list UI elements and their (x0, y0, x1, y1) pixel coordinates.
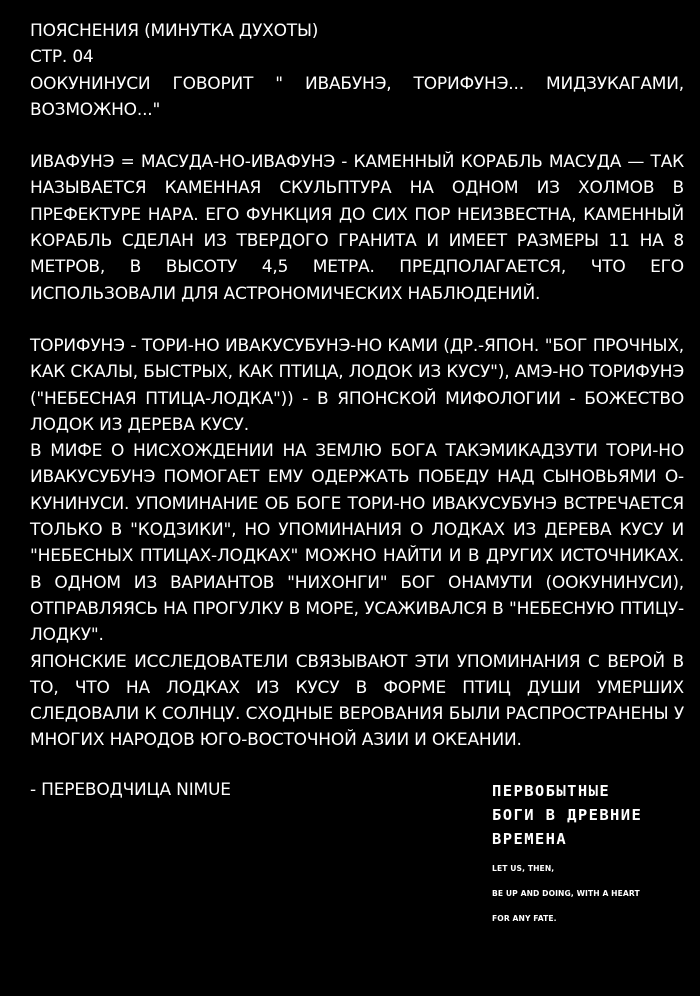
series-title-block (492, 779, 682, 924)
motto-line-3: FOR ANY FATE. (492, 914, 557, 923)
series-title-line-2: БОГИ В ДРЕВНИЕ (492, 806, 643, 824)
series-title-line-1: ПЕРВОБЫТНЫЕ (492, 782, 611, 800)
quote-paragraph: ООКУНИНУСИ ГОВОРИТ " ИВАБУНЭ, ТОРИФУНЭ... МИДЗУКАГАМИ, ВОЗМОЖНО..." (30, 73, 684, 120)
series-title-line-3: ВРЕМЕНА (492, 830, 568, 848)
motto-line-1: LET US, THEN, (492, 864, 555, 873)
note-paragraph-ivafune: ИВАФУНЭ = МАСУДА-НО-ИВАФУНЭ - КАМЕННЫЙ КОРАБЛЬ МАСУДА — ТАК НАЗЫВАЕТСЯ КАМЕННАЯ СКУЛЬПТУРА НА ОДНОМ ИЗ ХОЛМОВ В ПРЕФЕКТУРЕ НАРА. ЕГО ФУНКЦИЯ ДО СИХ ПОР НЕИЗВЕСТНА, КАМЕННЫЙ КОРАБЛЬ СДЕЛАН ИЗ ТВЕРДОГО ГРАНИТА И ИМЕЕТ РАЗМЕРЫ 11 НА 8 МЕТРОВ, В ВЫСОТУ 4,5 МЕТРА. ПРЕДПОЛАГАЕТСЯ, ЧТО ЕГО ИСПОЛЬЗОВАЛИ ДЛЯ АСТРОНОМИЧЕСКИХ НАБЛЮДЕНИЙ. (30, 152, 684, 304)
translator-notes (30, 18, 684, 754)
note-paragraph-torifune: ТОРИФУНЭ - ТОРИ-НО ИВАКУСУБУНЭ-НО КАМИ (ДР.-ЯПОН. "БОГ ПРОЧНЫХ, КАК СКАЛЫ, БЫСТРЫХ, КАК ПТИЦА, ЛОДОК ИЗ КУСУ"), АМЭ-НО ТОРИФУНЭ ("НЕБЕСНАЯ ПТИЦА-ЛОДКА")) - В ЯПОНСКОЙ МИФОЛОГИИ - БОЖЕСТВО ЛОДОК ИЗ ДЕРЕВА КУСУ. (30, 335, 684, 435)
translator-credit: - ПЕРЕВОДЧИЦА NIMUE (30, 780, 231, 800)
spacer (30, 123, 684, 149)
note-paragraph-myth: В МИФЕ О НИСХОЖДЕНИИ НА ЗЕМЛЮ БОГА ТАКЭМИКАДЗУТИ ТОРИ-НО ИВАКУСУБУНЭ ПОМОГАЕТ ЕМУ ОДЕРЖАТЬ ПОБЕДУ НАД СЫНОВЬЯМИ О-КУНИНУСИ. УПОМИНАНИЕ ОБ БОГЕ ТОРИ-НО ИВАКУСУБУНЭ ВСТРЕЧАЕТСЯ ТОЛЬКО В "КОДЗИКИ", НО УПОМИНАНИЯ О ЛОДКАХ ИЗ ДЕРЕВА КУСУ И "НЕБЕСНЫХ ПТИЦАХ-ЛОДКАХ" МОЖНО НАЙТИ И В ДРУГИХ ИСТОЧНИКАХ. В ОДНОМ ИЗ ВАРИАНТОВ "НИХОНГИ" БОГ ОНАМУТИ (ООКУНИНУСИ), ОТПРАВЛЯЯСЬ НА ПРОГУЛКУ В МОРЕ, УСАЖИВАЛСЯ В "НЕБЕСНУЮ ПТИЦУ-ЛОДКУ". (30, 441, 684, 646)
spacer (30, 307, 684, 333)
notes-heading: ПОЯСНЕНИЯ (МИНУТКА ДУХОТЫ) (30, 21, 319, 41)
note-paragraph-researchers: ЯПОНСКИЕ ИССЛЕДОВАТЕЛИ СВЯЗЫВАЮТ ЭТИ УПОМИНАНИЯ С ВЕРОЙ В ТО, ЧТО НА ЛОДКАХ ИЗ КУСУ В ФОРМЕ ПТИЦ ДУШИ УМЕРШИХ СЛЕДОВАЛИ К СОЛНЦУ. СХОДНЫЕ ВЕРОВАНИЯ БЫЛИ РАСПРОСТРАНЕНЫ У МНОГИХ НАРОДОВ ЮГО-ВОСТОЧНОЙ АЗИИ И ОКЕАНИИ. (30, 651, 684, 751)
motto-line-2: BE UP AND DOING, WITH A HEART (492, 889, 640, 898)
page-reference: СТР. 04 (30, 47, 94, 68)
